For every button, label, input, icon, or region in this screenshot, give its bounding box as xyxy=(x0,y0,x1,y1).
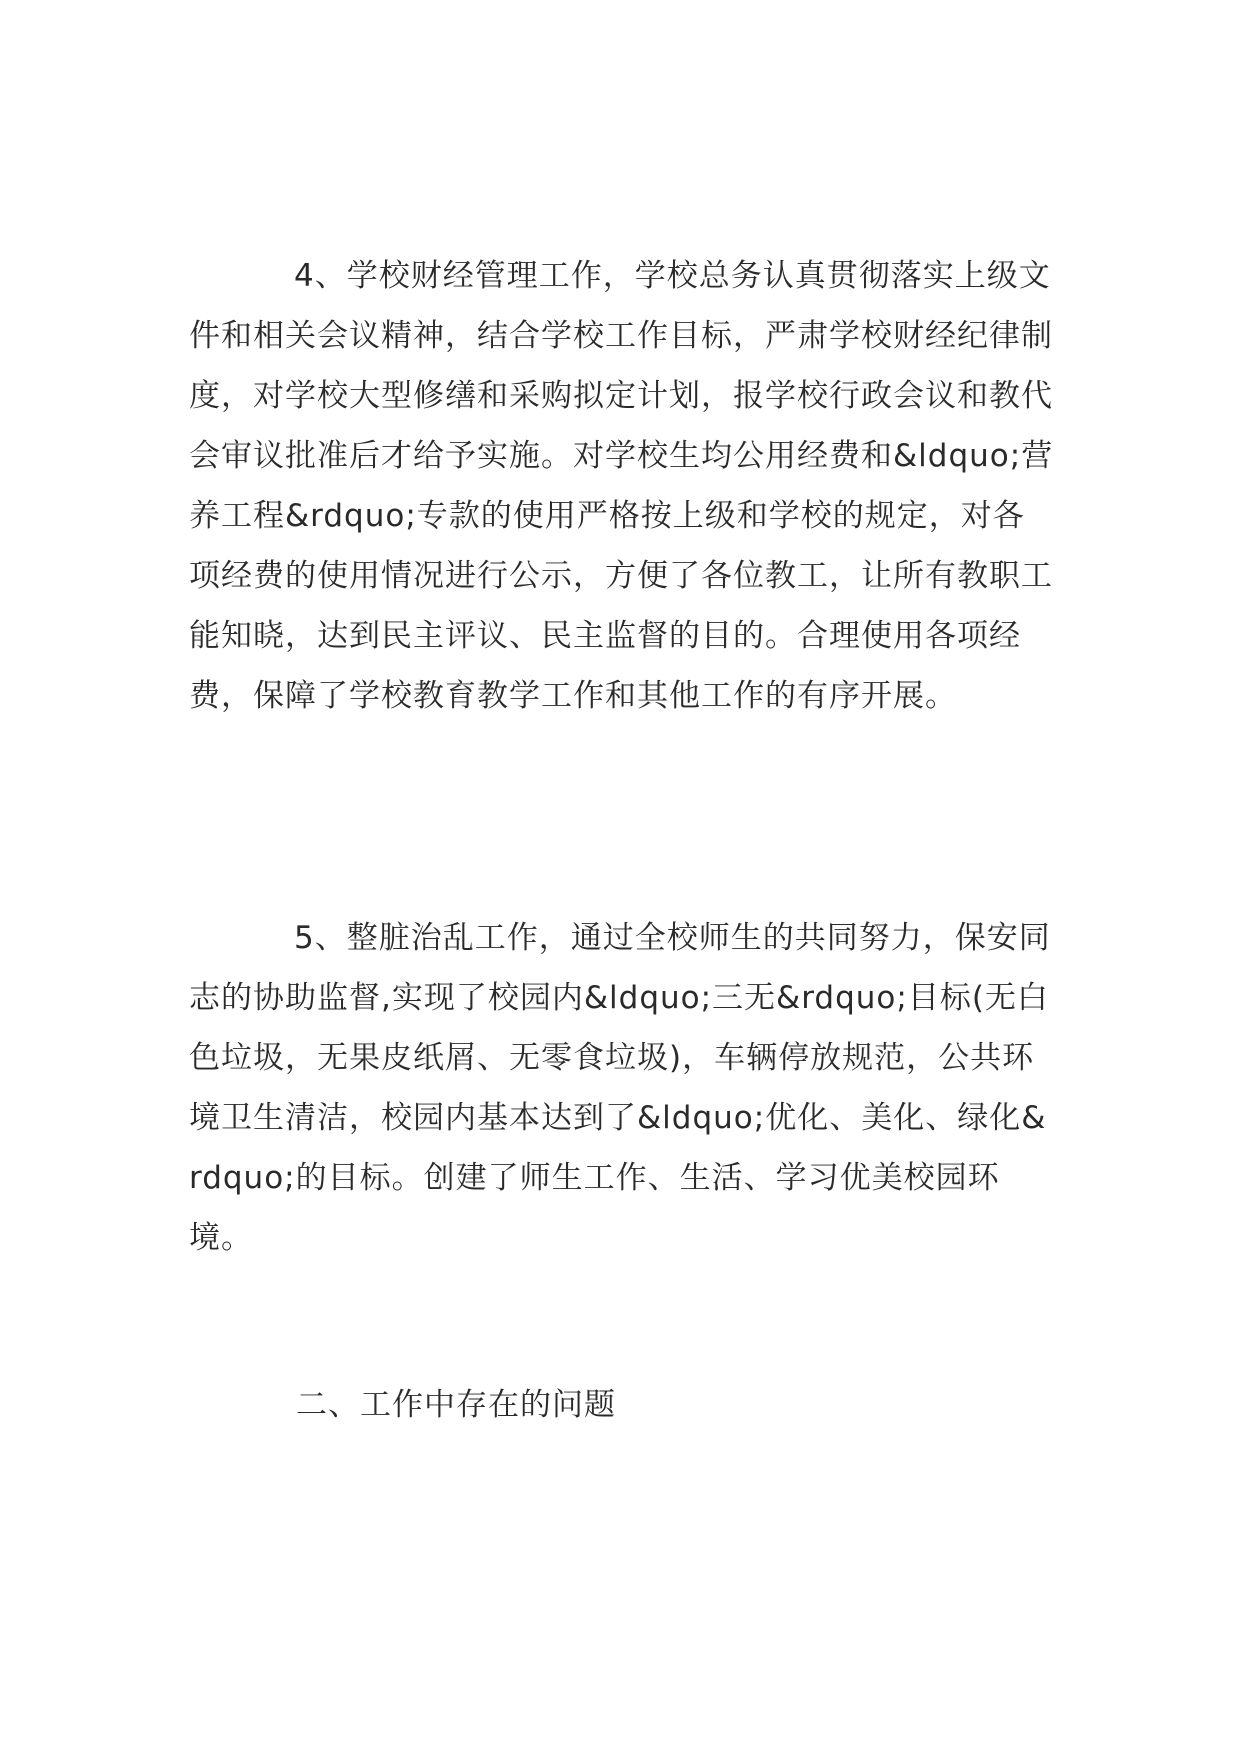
paragraph-environment-cleanup: 5、整脏治乱工作，通过全校师生的共同努力，保安同志的协助监督,实现了校园内&ldquo;三无&rdquo;目标(无白色垃圾，无果皮纸屑、无零食垃圾)，车辆停放规范，公共环境卫生清洁，校园内基本达到了&ldquo;优化、美化、绿化&rdquo;的目标。创建了师生工作、生活、学习优美校园环境。 xyxy=(189,920,1051,1256)
paragraph-financial-management: 4、学校财经管理工作，学校总务认真贯彻落实上级文件和相关会议精神，结合学校工作目标，严肃学校财经纪律制度，对学校大型修缮和采购拟定计划，报学校行政会议和教代会审议批准后才给予实施。对学校生均公用经费和&ldquo;营养工程&rdquo;专款的使用严格按上级和学校的规定，对各项经费的使用情况进行公示，方便了各位教工，让所有教职工能知晓，达到民主评议、民主监督的目的。合理使用各项经费，保障了学校教育教学工作和其他工作的有序开展。 xyxy=(189,258,1054,714)
section-heading-problems: 二、工作中存在的问题 xyxy=(296,1387,616,1423)
